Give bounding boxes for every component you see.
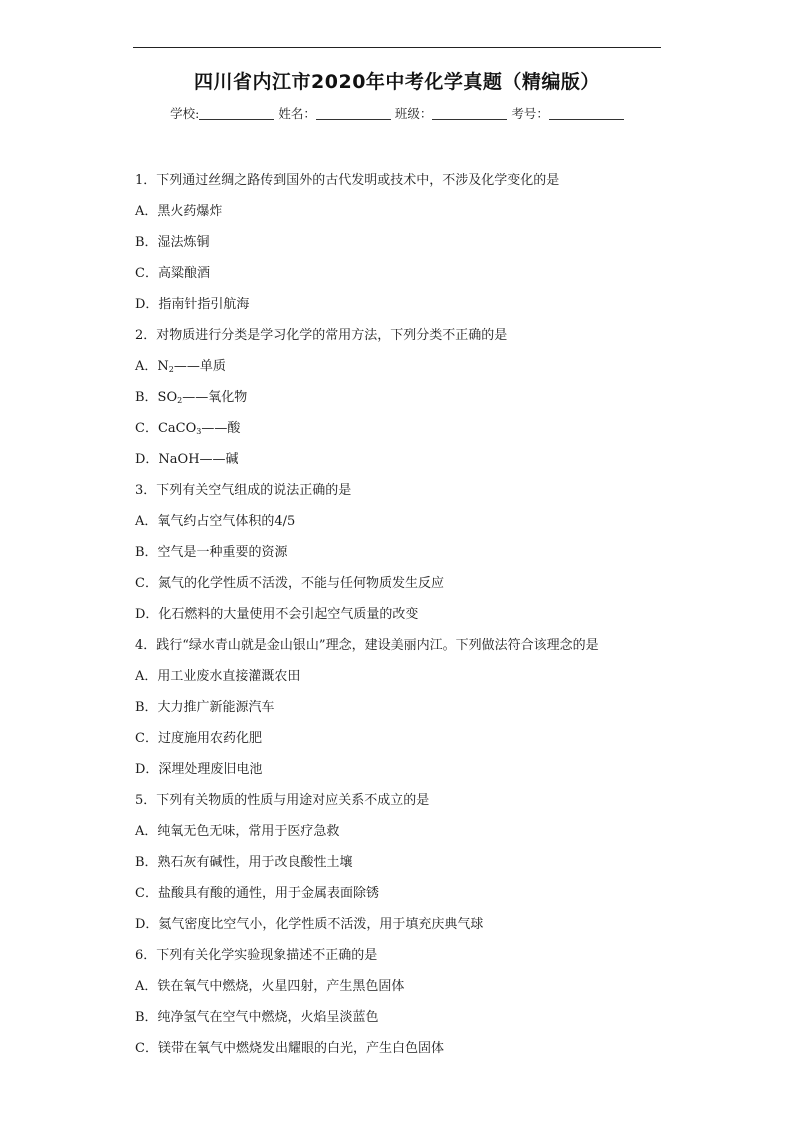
question-5-option-c: C．盐酸具有酸的通性，用于金属表面除锈 (135, 886, 379, 901)
question-2-option-a: A．$N_2——$单质 (135, 359, 226, 374)
question-2-stem: 2．对物质进行分类是学习化学的常用方法，下列分类不正确的是 (135, 328, 508, 343)
question-3-stem: 3．下列有关空气组成的说法正确的是 (135, 483, 352, 498)
question-2-option-b: B．$SO_2——$氧化物 (135, 390, 248, 405)
question-5-option-a: A．纯氧无色无味，常用于医疗急救 (135, 824, 340, 839)
page-title: 四川省内江市2020年中考化学真题（精编版） (194, 71, 600, 93)
class-blank[interactable] (432, 107, 507, 120)
school-label: 学校: (170, 106, 200, 121)
question-6-option-c: C．镁带在氧气中燃烧发出耀眼的白光，产生白色固体 (135, 1041, 444, 1056)
class-label: 班级： (394, 106, 433, 121)
question-5-option-b: B．熟石灰有碱性，用于改良酸性土壤 (135, 855, 353, 870)
top-rule (133, 47, 661, 48)
school-blank[interactable] (199, 107, 274, 120)
question-1-option-a: A．黑火药爆炸 (135, 204, 223, 219)
student-info-line (0, 104, 794, 122)
exam-number-label: 考号： (511, 106, 549, 121)
name-blank[interactable] (316, 107, 391, 120)
question-4-option-b: B．大力推广新能源汽车 (135, 700, 275, 715)
question-5-option-d: D．氦气密度比空气小，化学性质不活泼，用于填充庆典气球 (135, 917, 484, 932)
question-5-stem: 5．下列有关物质的性质与用途对应关系不成立的是 (135, 793, 430, 808)
question-4-stem: 4．践行“绿水青山就是金山银山”理念，建设美丽内江。下列做法符合该理念的是 (135, 638, 599, 653)
question-1-option-b: B．湿法炼铜 (135, 235, 210, 250)
question-2-option-c: C．CaCO$_3$——酸 (135, 421, 241, 436)
question-1-option-c: C．高粱酿酒 (135, 266, 210, 281)
question-4-option-a: A．用工业废水直接灌溉农田 (135, 669, 301, 684)
question-6-option-b: B．纯净氢气在空气中燃烧，火焰呈淡蓝色 (135, 1010, 379, 1025)
question-3-option-a: A．氧气约占空气体积的4/5 (135, 514, 296, 529)
question-3-option-b: B．空气是一种重要的资源 (135, 545, 288, 560)
question-2-option-d: D．NaOH——碱 (135, 452, 239, 467)
question-6-stem: 6．下列有关化学实验现象描述不正确的是 (135, 948, 378, 963)
question-1-option-d: D．指南针指引航海 (135, 297, 250, 312)
name-label: 姓名： (278, 106, 316, 121)
exam-number-blank[interactable] (549, 107, 624, 120)
question-4-option-d: D．深埋处理废旧电池 (135, 762, 263, 777)
question-6-option-a: A．铁在氧气中燃烧，火星四射，产生黑色固体 (135, 979, 405, 994)
question-3-option-c: C．氮气的化学性质不活泼，不能与任何物质发生反应 (135, 576, 444, 591)
question-3-option-d: D．化石燃料的大量使用不会引起空气质量的改变 (135, 607, 419, 622)
question-1-stem: 1．下列通过丝绸之路传到国外的古代发明或技术中，不涉及化学变化的是 (135, 173, 560, 188)
question-4-option-c: C．过度施用农药化肥 (135, 731, 262, 746)
